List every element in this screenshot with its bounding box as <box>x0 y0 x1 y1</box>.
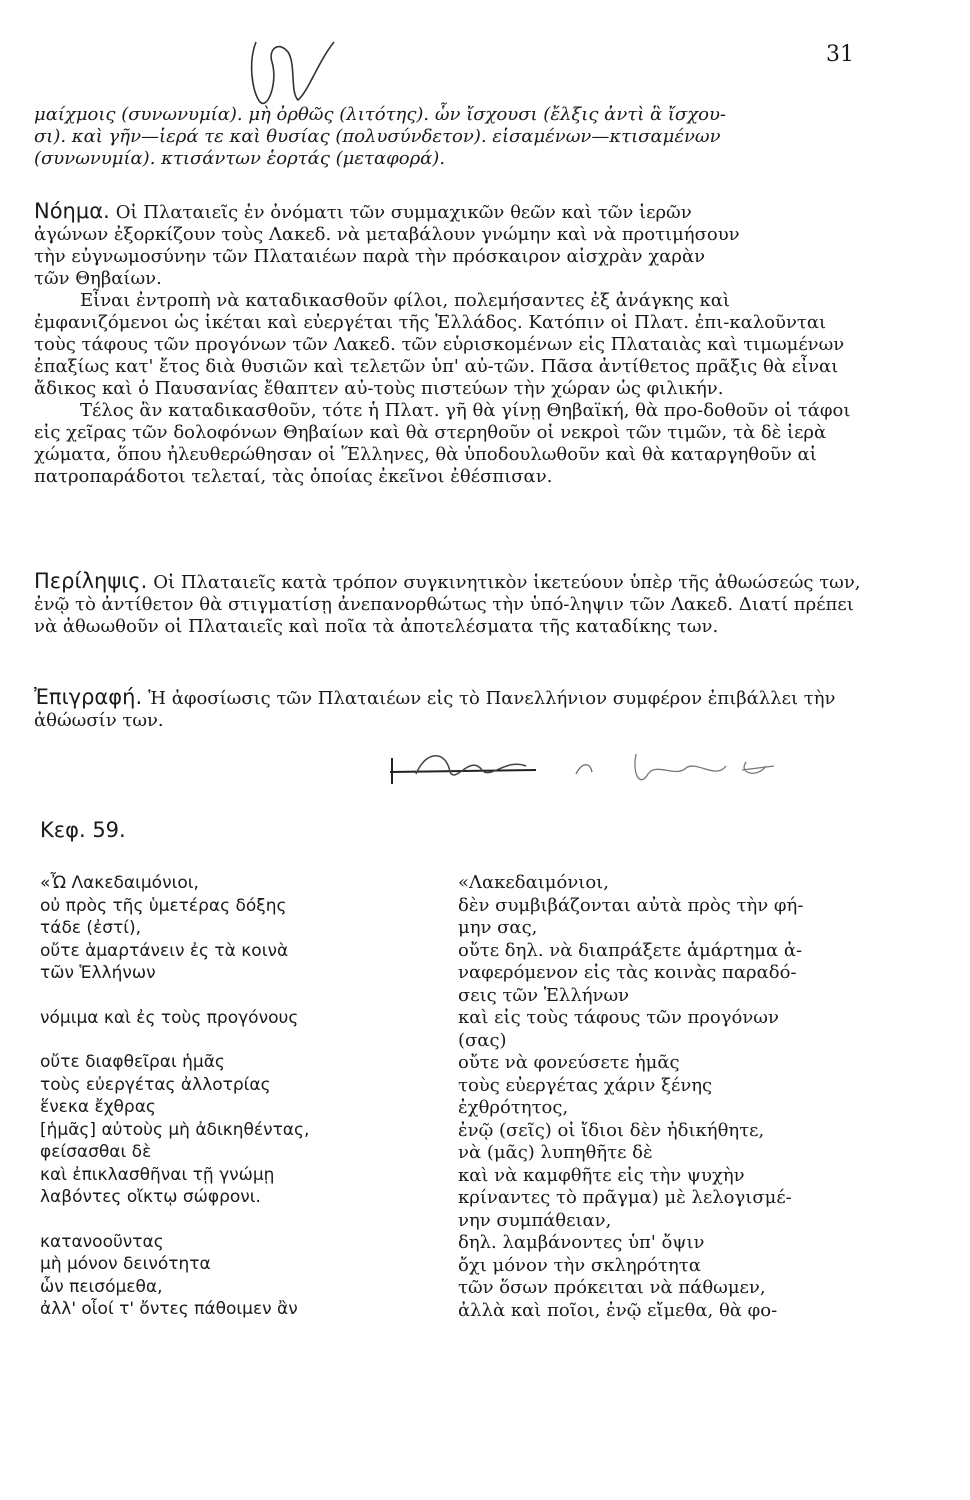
noima-line-3: τὴν εὐγνωμοσύνην τῶν Πλαταιέων παρὰ τὴν πρόσκαιρον αἰσχρὰν χαρὰν <box>34 246 706 267</box>
ancient-line: οὐ πρὸς τῆς ὑμετέρας δόξης <box>40 895 287 916</box>
ancient-line: κατανοοῦντας <box>40 1231 164 1252</box>
translation-line: νην συμπάθειαν, <box>458 1209 612 1231</box>
noima-line-4: τῶν Θηβαίων. <box>34 268 162 289</box>
translation-line: ἐνῷ (σεῖς) οἱ ἴδιοι δὲν ἠδικήθητε, <box>458 1119 765 1141</box>
translation-line: σεις τῶν Ἑλλήνων <box>458 984 630 1006</box>
chapter-heading: Κεφ. 59. <box>40 818 126 842</box>
ancient-line: τάδε (ἐστί), <box>40 918 142 938</box>
translation-line: τοὺς εὐεργέτας χάριν ξένης <box>458 1074 713 1096</box>
ancient-line <box>40 1209 440 1231</box>
ancient-line: ὧν πεισόμεθα, <box>40 1276 163 1297</box>
translation-line: «Λακεδαιμόνιοι, <box>458 872 609 893</box>
noima-section <box>34 200 870 488</box>
translation-line: κρίναντες τὸ πρᾶγμα) μὲ λελογισμέ- <box>458 1187 792 1208</box>
noima-line-2: ἀγώνων ἐξορκίζουν τοὺς Λακεδ. νὰ μεταβάλουν γνώμην καὶ νὰ προτιμήσουν <box>34 224 740 245</box>
ancient-line: φείσασθαι δὲ <box>40 1142 152 1162</box>
noima-label: Νόημα. <box>34 199 110 223</box>
ancient-line: μὴ μόνον δεινότητα <box>40 1254 211 1274</box>
translation-line: ἀλλὰ καὶ ποῖοι, ἐνῷ εἴμεθα, θὰ φο- <box>458 1299 778 1321</box>
translation-line: οὔτε νὰ φονεύσετε ἡμᾶς <box>458 1052 680 1073</box>
intro-line-1: μαίχμοις (συνωνυμία). μὴ ὀρθῶς (λιτότης). ὧν ἴσχουσι (ἔλξις ἀντὶ ἃ ἴσχου- <box>34 104 726 125</box>
perilipsis-section <box>34 570 870 638</box>
translation-line: μην σας, <box>458 917 538 938</box>
epigrafi-text: Ἡ ἀφοσίωσις τῶν Πλαταιέων εἰς τὸ Πανελλήνιον συμφέρον ἐπιβάλλει τὴν ἀθώωσίν των. <box>34 688 836 731</box>
intro-line-2: σι). καὶ γῆν—ἱερά τε καὶ θυσίας (πολυσύνδετον). εἱσαμένων—κτισαμένων <box>34 126 721 147</box>
epigrafi-section <box>34 686 870 732</box>
ancient-line: τῶν Ἑλλήνων <box>40 963 156 983</box>
ancient-line: καὶ ἐπικλασθῆναι τῇ γνώμῃ <box>40 1164 275 1185</box>
ancient-line: οὔτε ἁμαρτάνειν ἐς τὰ κοινὰ <box>40 940 289 961</box>
translation-line: δὲν συμβιβάζονται αὐτὰ πρὸς τὴν φή- <box>458 894 804 916</box>
handwritten-signature-icon <box>386 744 786 794</box>
translation-line: τῶν ὅσων πρόκειται νὰ πάθωμεν, <box>458 1277 766 1298</box>
translation-line: ἐχθρότητος, <box>458 1097 569 1118</box>
translation-line: ναφερόμενον εἰς τὰς κοινὰς παραδό- <box>458 962 797 983</box>
ancient-line: τοὺς εὐεργέτας ἀλλοτρίας <box>40 1074 271 1095</box>
ancient-line <box>40 1029 440 1051</box>
page-number: 31 <box>826 42 854 67</box>
ancient-line: οὔτε διαφθεῖραι ἡμᾶς <box>40 1052 225 1072</box>
translation-line: νὰ (μᾶς) λυπηθῆτε δὲ <box>458 1142 653 1163</box>
translation-line: δηλ. λαμβάνοντες ὑπ' ὄψιν <box>458 1232 705 1253</box>
ancient-line: λαβόντες οἴκτῳ σώφρονι. <box>40 1187 261 1207</box>
translation-line: (σας) <box>458 1029 507 1051</box>
perilipsis-text: Οἱ Πλαταιεῖς κατὰ τρόπον συγκινητικὸν ἱκετεύουν ὑπὲρ τῆς ἀθωώσεώς των, ἐνῷ τὸ ἀντίθετον θὰ στιγματίσῃ ἀνεπανορθώτως τὴν ὑπό-ληψιν τῶν Λακεδ. Διατί πρέπει νὰ ἀθωωθοῦν οἱ Πλαταιεῖς καὶ ποῖα τὰ ἀποτελέσματα τῆς καταδίκης των. <box>34 572 861 637</box>
translation-line: ὄχι μόνον τὴν σκληρότητα <box>458 1254 701 1276</box>
handwritten-annotation-icon <box>238 22 348 112</box>
ancient-text-column <box>40 872 440 1321</box>
ancient-line: «Ὦ Λακεδαιμόνιοι, <box>40 873 199 893</box>
perilipsis-label: Περίληψις. <box>34 569 148 593</box>
noima-paragraph-3: Τέλος ἂν καταδικασθοῦν, τότε ἡ Πλατ. γῆ θὰ γίνῃ Θηβαϊκή, θὰ προ-δοθοῦν οἱ τάφοι εἰς χεῖρας τῶν δολοφόνων Θηβαίων καὶ θὰ στερηθοῦν οἱ νεκροὶ τῶν τιμῶν, τὰ δὲ ἱερὰ χώματα, ὅπου ἠλευθερώθησαν οἱ Ἕλληνες, θὰ ὑποδουλωθοῦν καὶ θὰ καταργηθοῦν αἱ πατροπαράδοτοι τελεταί, τὰς ὁποίας ἐκεῖνοι ἐθέσπισαν. <box>34 400 851 487</box>
translation-line: οὔτε δηλ. νὰ διαπράξετε ἁμάρτημα ἀ- <box>458 939 803 961</box>
intro-line-3: (συνωνυμία). κτισάντων ἑορτάς (μεταφορά). <box>34 148 446 169</box>
translation-column <box>458 872 898 1322</box>
ancient-line <box>40 985 440 1007</box>
noima-paragraph-2: Εἶναι ἐντροπὴ νὰ καταδικασθοῦν φίλοι, πολεμήσαντες ἐξ ἀνάγκης καὶ ἐμφανιζόμενοι ὡς ἱκέται καὶ εὐεργέται τῆς Ἑλλάδος. Κατόπιν οἱ Πλατ. ἐπι-καλοῦνται τοὺς τάφους τῶν προγόνων τῶν Λακεδ. τῶν εὑρισκομένων εἰς Πλαταιὰς καὶ τιμωμένων ἐπαξίως κατ' ἔτος διὰ θυσιῶν καὶ τελετῶν ὑπ' αὐ-τῶν. Πᾶσα ἀντίθετος πρᾶξις θὰ εἶναι ἄδικος καὶ ὁ Παυσανίας ἔθαπτεν αὐ-τοὺς πιστεύων τὴν χώραν ὡς φιλικήν. <box>34 290 845 399</box>
noima-line-1: Οἱ Πλαταιεῖς ἐν ὀνόματι τῶν συμμαχικῶν θεῶν καὶ τῶν ἱερῶν <box>115 202 692 223</box>
figures-of-speech-notes <box>34 104 870 170</box>
ancient-line: [ἡμᾶς] αὐτοὺς μὴ ἀδικηθέντας, <box>40 1119 310 1140</box>
translation-line: καὶ εἰς τοὺς τάφους τῶν προγόνων <box>458 1007 779 1028</box>
translation-line: καὶ νὰ καμφθῆτε εἰς τὴν ψυχὴν <box>458 1164 745 1186</box>
ancient-line: ἕνεκα ἔχθρας <box>40 1097 156 1117</box>
epigrafi-label: Ἐπιγραφή. <box>34 685 143 709</box>
ancient-line: νόμιμα καὶ ἐς τοὺς προγόνους <box>40 1007 299 1028</box>
ancient-line: ἀλλ' οἷοί τ' ὄντες πάθοιμεν ἂν <box>40 1299 298 1319</box>
